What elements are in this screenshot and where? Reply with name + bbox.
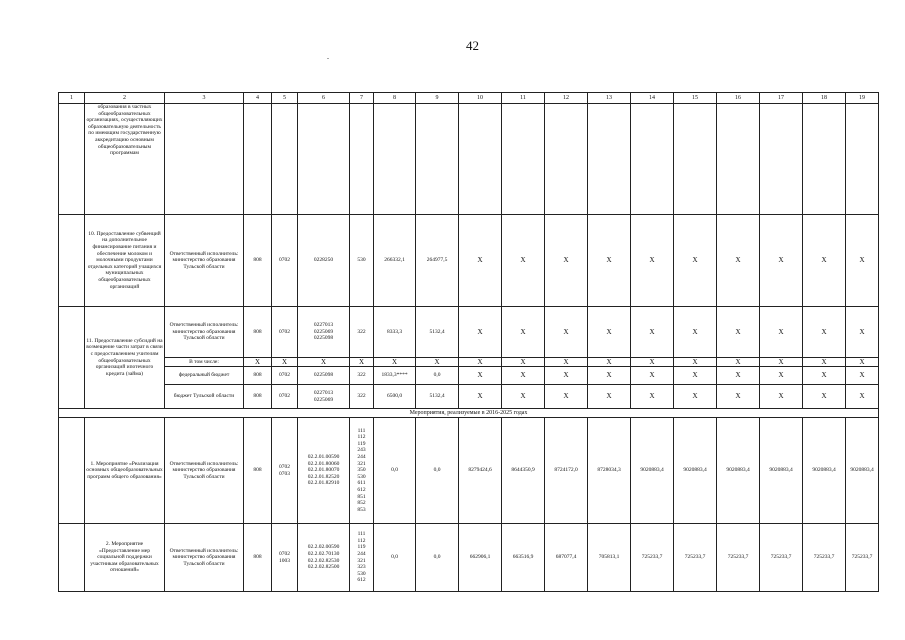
value-cell: 9020883,4 [631,418,674,524]
x-cell: X [374,358,416,367]
rzpr-code: 0702 [272,307,298,358]
col-number: 15 [674,93,717,104]
page-mark: . [327,52,329,61]
value-cell: 1833,3**** [374,367,416,385]
section-row [59,409,879,418]
rzpr-code: 0702 0703 [272,418,298,524]
grbs-code: 808 [244,524,272,592]
x-cell: X [760,307,803,358]
executor: Ответственный исполнитель: министерство образования Тульской области [165,307,244,358]
x-cell: X [545,358,588,367]
x-cell: X [244,358,272,367]
x-cell: X [459,215,502,307]
grbs-code: 808 [244,418,272,524]
table-row [59,358,879,367]
table-row [59,524,879,592]
measure-name: 11. Предоставление субсидий на возмещение части затрат в связи с предоставлением учителям общеобразовательных организаций ипотечного кредита (займа) [85,307,165,409]
x-cell: X [502,385,545,409]
x-cell: X [459,307,502,358]
value-cell: 725233,7 [717,524,760,592]
x-cell: X [803,358,846,367]
x-cell: X [674,367,717,385]
column-number-row [59,93,879,104]
breakdown-label: В том числе: [165,358,244,367]
value-cell: 5132,4 [416,385,459,409]
x-cell: X [545,367,588,385]
col-number: 4 [244,93,272,104]
x-cell: X [545,307,588,358]
table-row [59,215,879,307]
x-cell: X [717,358,760,367]
x-cell: X [846,358,879,367]
value-cell: 5132,4 [416,307,459,358]
col-number: 17 [760,93,803,104]
x-cell: X [760,367,803,385]
x-cell: X [674,307,717,358]
csr-code: 0225098 [298,367,350,385]
value-cell: 0,0 [416,418,459,524]
col-number: 1 [59,93,85,104]
value-cell: 8644350,9 [502,418,545,524]
value-cell: 266332,1 [374,215,416,307]
col-number: 14 [631,93,674,104]
x-cell: X [760,358,803,367]
breakdown-label: федеральный бюджет [165,367,244,385]
x-cell: X [674,385,717,409]
x-cell: X [846,367,879,385]
x-cell: X [459,358,502,367]
x-cell: X [631,367,674,385]
value-cell: 8728034,3 [588,418,631,524]
value-cell: 725233,7 [803,524,846,592]
x-cell: X [588,358,631,367]
breakdown-label: бюджет Тульской области [165,385,244,409]
x-cell: X [588,307,631,358]
value-cell: 725233,7 [846,524,879,592]
section-title: Мероприятия, реализуемые в 2016-2025 годах [59,409,879,418]
col-number: 11 [502,93,545,104]
value-cell: 9020883,4 [717,418,760,524]
executor: Ответственный исполнитель: министерство образования Тульской области [165,418,244,524]
x-cell: X [717,367,760,385]
col-number: 7 [350,93,374,104]
csr-code: 0227013 0225069 0225098 [298,307,350,358]
vr-code: 111 112 119 243 244 321 350 530 611 612 851 852 853 [350,418,374,524]
grbs-code: 808 [244,367,272,385]
value-cell: 9020883,4 [846,418,879,524]
x-cell: X [588,367,631,385]
table-row [59,307,879,358]
col-number: 6 [298,93,350,104]
col-number: 8 [374,93,416,104]
value-cell: 9020883,4 [674,418,717,524]
x-cell: X [846,215,879,307]
table-row [59,367,879,385]
vr-code: 530 [350,215,374,307]
value-cell: 705813,1 [588,524,631,592]
table-row [59,104,879,215]
value-cell: 0,0 [416,367,459,385]
continued-measure-name: образования в частных общеобразовательных организациях, осуществляющих образовательную деятельность по имеющим государственную аккредитацию основным общеобразовательным программам [85,104,165,215]
value-cell: 0,0 [416,524,459,592]
value-cell: 725233,7 [760,524,803,592]
x-cell: X [760,385,803,409]
vr-code: 322 [350,307,374,358]
rzpr-code: 0702 [272,367,298,385]
x-cell: X [298,358,350,367]
x-cell: X [459,385,502,409]
x-cell: X [272,358,298,367]
x-cell: X [459,367,502,385]
x-cell: X [674,215,717,307]
page-number: 42 [466,38,479,53]
x-cell: X [416,358,459,367]
csr-code: 02.2.02.00590 02.2.02.70130 02.2.02.82530 02.2.02.82500 [298,524,350,592]
col-number: 16 [717,93,760,104]
vr-code: 322 [350,367,374,385]
table-row [59,385,879,409]
value-cell: 0,0 [374,418,416,524]
x-cell: X [717,385,760,409]
table-row [59,418,879,524]
vr-code: 322 [350,385,374,409]
col-number: 9 [416,93,459,104]
grbs-code: 808 [244,385,272,409]
x-cell: X [674,358,717,367]
value-cell: 8724172,0 [545,418,588,524]
x-cell: X [846,385,879,409]
value-cell: 662906,1 [459,524,502,592]
col-number: 10 [459,93,502,104]
x-cell: X [631,385,674,409]
vr-code: 111 112 119 244 321 323 530 612 [350,524,374,592]
x-cell: X [717,307,760,358]
x-cell: X [545,385,588,409]
grbs-code: 808 [244,215,272,307]
rzpr-code: 0702 [272,215,298,307]
x-cell: X [846,307,879,358]
value-cell: 725233,7 [674,524,717,592]
x-cell: X [502,367,545,385]
x-cell: X [717,215,760,307]
x-cell: X [803,215,846,307]
program-table [58,92,879,592]
x-cell: X [588,215,631,307]
x-cell: X [803,307,846,358]
value-cell: 264977,5 [416,215,459,307]
executor: Ответственный исполнитель: министерство образования Тульской области [165,215,244,307]
x-cell: X [350,358,374,367]
col-number: 18 [803,93,846,104]
rzpr-code: 0702 1003 [272,524,298,592]
csr-code: 02.2.01.00590 02.2.01.80060 02.2.01.80070 02.2.01.82520 02.2.01.82910 [298,418,350,524]
x-cell: X [803,367,846,385]
value-cell: 9020883,4 [803,418,846,524]
x-cell: X [760,215,803,307]
grbs-code: 808 [244,307,272,358]
value-cell: 8279424,6 [459,418,502,524]
col-number: 13 [588,93,631,104]
x-cell: X [502,358,545,367]
measure-name: 1. Мероприятие «Реализация основных общеобразовательных программ общего образования» [85,418,165,524]
measure-name: 10. Предоставление субвенций на дополнительное финансирование питания и обеспечение молоком и молочными продуктами отдельных категорий учащихся муниципальных общеобразовательных организаций [85,215,165,307]
measure-name: 2. Мероприятие «Предоставление мер социальной поддержки участникам образовательных отношений» [85,524,165,592]
value-cell: 663516,9 [502,524,545,592]
x-cell: X [631,215,674,307]
x-cell: X [502,215,545,307]
csr-code: 0228250 [298,215,350,307]
col-number: 5 [272,93,298,104]
x-cell: X [588,385,631,409]
col-number: 3 [165,93,244,104]
x-cell: X [631,307,674,358]
value-cell: 8333,3 [374,307,416,358]
x-cell: X [502,307,545,358]
col-number: 2 [85,93,165,104]
value-cell: 725233,7 [631,524,674,592]
csr-code: 0227013 0225069 [298,385,350,409]
col-number: 19 [846,93,879,104]
x-cell: X [631,358,674,367]
col-number: 12 [545,93,588,104]
value-cell: 6500,0 [374,385,416,409]
rzpr-code: 0702 [272,385,298,409]
value-cell: 0,0 [374,524,416,592]
value-cell: 687077,4 [545,524,588,592]
executor: Ответственный исполнитель: министерство образования Тульской области [165,524,244,592]
value-cell: 9020883,4 [760,418,803,524]
x-cell: X [545,215,588,307]
x-cell: X [803,385,846,409]
